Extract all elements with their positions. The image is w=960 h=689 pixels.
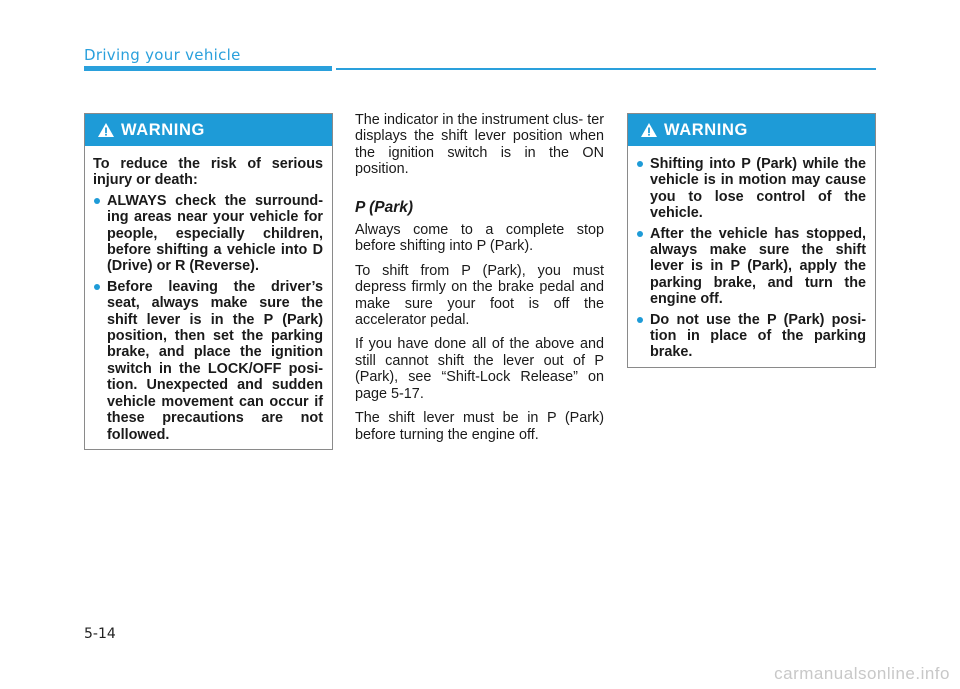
warning-body-right bbox=[628, 146, 875, 375]
warning-title-left: WARNING bbox=[121, 120, 205, 139]
paragraph-engine-off: The shift lever must be in P (Park) before turning the engine off. bbox=[355, 410, 604, 443]
warning-triangle-icon bbox=[640, 122, 658, 138]
paragraph-shift-from-park: To shift from P (Park), you must depress firmly on the brake pedal and make sure your foot is off the accelerator pedal. bbox=[355, 262, 604, 329]
paragraph-stop: Always come to a complete stop before shifting into P (Park). bbox=[355, 222, 604, 255]
watermark-link[interactable]: carmanualsonline.info bbox=[774, 664, 950, 683]
warning-body-left bbox=[85, 146, 332, 457]
warning-intro: To reduce the risk of serious injury or death: bbox=[93, 156, 323, 189]
warning-title-right: WARNING bbox=[664, 120, 748, 139]
warning-item: Do not use the P (Park) posi- tion in place of the parking brake. bbox=[636, 312, 866, 361]
warning-box-left bbox=[84, 113, 333, 450]
warning-item: Before leaving the driver’s seat, always make sure the shift lever is in the P (Park) position, then set the parking brake, and place the ignition switch in the LOCK/OFF posi- tion. Unexpected and sudden vehicle movement can occur if these precautions are not followed. bbox=[93, 279, 323, 443]
header-rule-thick bbox=[84, 66, 332, 71]
warning-box-right bbox=[627, 113, 876, 368]
body-column-middle bbox=[355, 112, 604, 451]
paragraph-shift-lock: If you have done all of the above and still cannot shift the lever out of P (Park), see “Shift-Lock Release” on page 5-17. bbox=[355, 336, 604, 402]
subheading-park: P (Park) bbox=[355, 198, 414, 216]
warning-item: After the vehicle has stopped, always make sure the shift lever is in P (Park), apply the parking brake, and turn the engine off. bbox=[636, 226, 866, 308]
paragraph-indicator: The indicator in the instrument clus- ter displays the shift lever position when the ignition switch is in the ON position. bbox=[355, 112, 604, 178]
section-title: Driving your vehicle bbox=[84, 46, 241, 64]
header-rule-thin bbox=[336, 68, 876, 70]
warning-triangle-icon bbox=[97, 122, 115, 138]
warning-item: Shifting into P (Park) while the vehicle is in motion may cause you to lose control of the vehicle. bbox=[636, 156, 866, 222]
warning-list-right bbox=[636, 156, 866, 361]
page-number: 5-14 bbox=[84, 626, 116, 642]
warning-item: ALWAYS check the surround- ing areas near your vehicle for people, especially children, before shifting a vehicle into D (Drive) or R (Reverse). bbox=[93, 193, 323, 275]
warning-header-right bbox=[628, 114, 875, 146]
warning-header-left bbox=[85, 114, 332, 146]
warning-list-left bbox=[93, 193, 323, 443]
